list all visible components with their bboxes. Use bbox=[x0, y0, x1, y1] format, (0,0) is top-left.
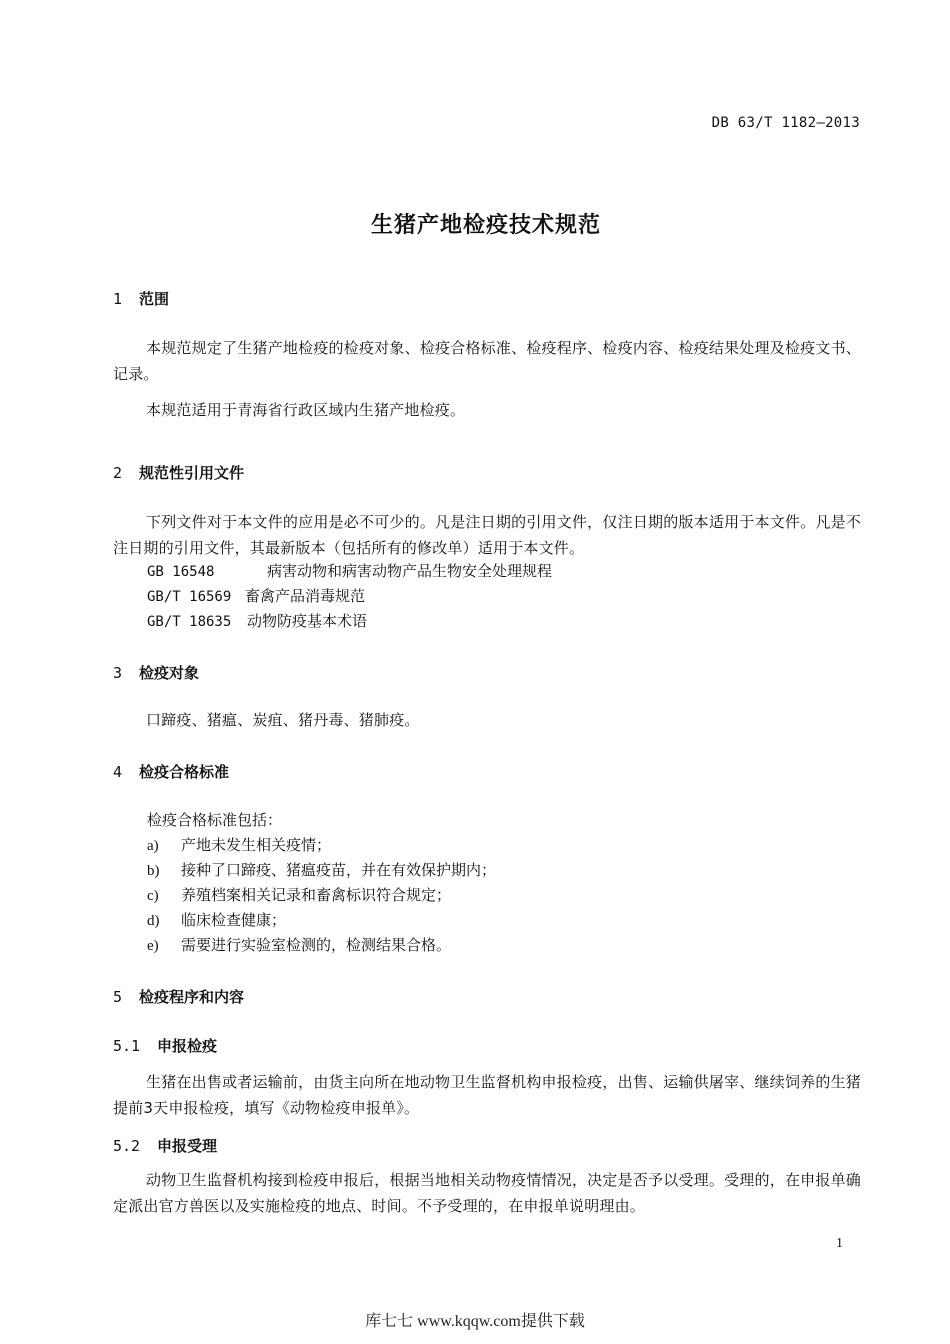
section-5-heading bbox=[113, 986, 244, 1007]
section-4-heading bbox=[113, 761, 229, 782]
section-1-heading bbox=[113, 288, 169, 309]
section-title: 范围 bbox=[139, 290, 170, 308]
subsection-title: 申报受理 bbox=[157, 1137, 218, 1155]
list-item bbox=[147, 883, 451, 908]
section-number: 5 bbox=[113, 988, 123, 1006]
section-title: 检疫合格标准 bbox=[139, 763, 230, 781]
section-5-2-heading bbox=[113, 1135, 217, 1156]
section-3-heading bbox=[113, 662, 199, 683]
reference-name: 病害动物和病害动物产品生物安全处理规程 bbox=[267, 562, 553, 580]
subsection-number: 5.1 bbox=[113, 1037, 141, 1055]
section-title: 检疫程序和内容 bbox=[139, 988, 245, 1006]
list-text: 需要进行实验室检测的，检测结果合格。 bbox=[181, 936, 452, 954]
list-text: 养殖档案相关记录和畜禽标识符合规定； bbox=[181, 886, 452, 904]
reference-name: 动物防疫基本术语 bbox=[247, 612, 368, 630]
list-text: 临床检查健康； bbox=[181, 911, 287, 929]
page-number: 1 bbox=[836, 1236, 843, 1251]
section-4-intro: 检疫合格标准包括： bbox=[147, 811, 283, 829]
section-title: 检疫对象 bbox=[139, 664, 200, 682]
subsection-title: 申报检疫 bbox=[157, 1037, 218, 1055]
list-marker: a) bbox=[147, 838, 159, 854]
list-text: 产地未发生相关疫情； bbox=[181, 836, 332, 854]
section-3-paragraph: 口蹄疫、猪瘟、炭疽、猪丹毒、猪肺疫。 bbox=[146, 711, 420, 729]
list-item bbox=[147, 833, 331, 858]
section-2-paragraph: 下列文件对于本文件的应用是必不可少的。凡是注日期的引用文件，仅注日期的版本适用于本文件。凡是不注日期的引用文件，其最新版本（包括所有的修改单）适用于本文件。 bbox=[113, 513, 861, 557]
download-footer: 库七七 www.kqqw.com提供下载 bbox=[365, 1313, 585, 1330]
reference-item bbox=[147, 609, 367, 634]
section-1-paragraph-2: 本规范适用于青海省行政区域内生猪产地检疫。 bbox=[146, 401, 466, 419]
section-number: 3 bbox=[113, 664, 123, 682]
list-item bbox=[147, 933, 451, 958]
section-number: 2 bbox=[113, 464, 123, 482]
reference-name: 畜禽产品消毒规范 bbox=[245, 587, 366, 605]
list-item bbox=[147, 858, 496, 883]
section-number: 4 bbox=[113, 763, 123, 781]
reference-code: GB/T 16569 bbox=[147, 589, 232, 605]
standard-code: DB 63/T 1182—2013 bbox=[711, 115, 860, 131]
reference-item bbox=[147, 584, 365, 609]
reference-code: GB 16548 bbox=[147, 564, 215, 580]
subsection-number: 5.2 bbox=[113, 1137, 141, 1155]
reference-item bbox=[147, 559, 552, 584]
section-number: 1 bbox=[113, 290, 123, 308]
section-title: 规范性引用文件 bbox=[139, 464, 245, 482]
document-title: 生猪产地检疫技术规范 bbox=[370, 213, 601, 238]
section-5-1-heading bbox=[113, 1035, 217, 1056]
reference-code: GB/T 18635 bbox=[147, 614, 232, 630]
section-5-1-paragraph: 生猪在出售或者运输前，由货主向所在地动物卫生监督机构申报检疫，出售、运输供屠宰、继续饲养的生猪提前3天申报检疫，填写《动物检疫申报单》。 bbox=[113, 1073, 861, 1117]
list-marker: b) bbox=[147, 863, 160, 879]
section-5-2-paragraph: 动物卫生监督机构接到检疫申报后，根据当地相关动物疫情情况，决定是否予以受理。受理的，在申报单确定派出官方兽医以及实施检疫的地点、时间。不予受理的，在申报单说明理由。 bbox=[113, 1171, 861, 1215]
list-marker: e) bbox=[147, 938, 159, 954]
list-marker: c) bbox=[147, 888, 159, 904]
list-text: 接种了口蹄疫、猪瘟疫苗，并在有效保护期内； bbox=[181, 861, 497, 879]
section-2-heading bbox=[113, 462, 244, 483]
list-item bbox=[147, 908, 286, 933]
list-marker: d) bbox=[147, 913, 160, 929]
section-1-paragraph-1: 本规范规定了生猪产地检疫的检疫对象、检疫合格标准、检疫程序、检疫内容、检疫结果处理及检疫文书、记录。 bbox=[113, 339, 861, 383]
